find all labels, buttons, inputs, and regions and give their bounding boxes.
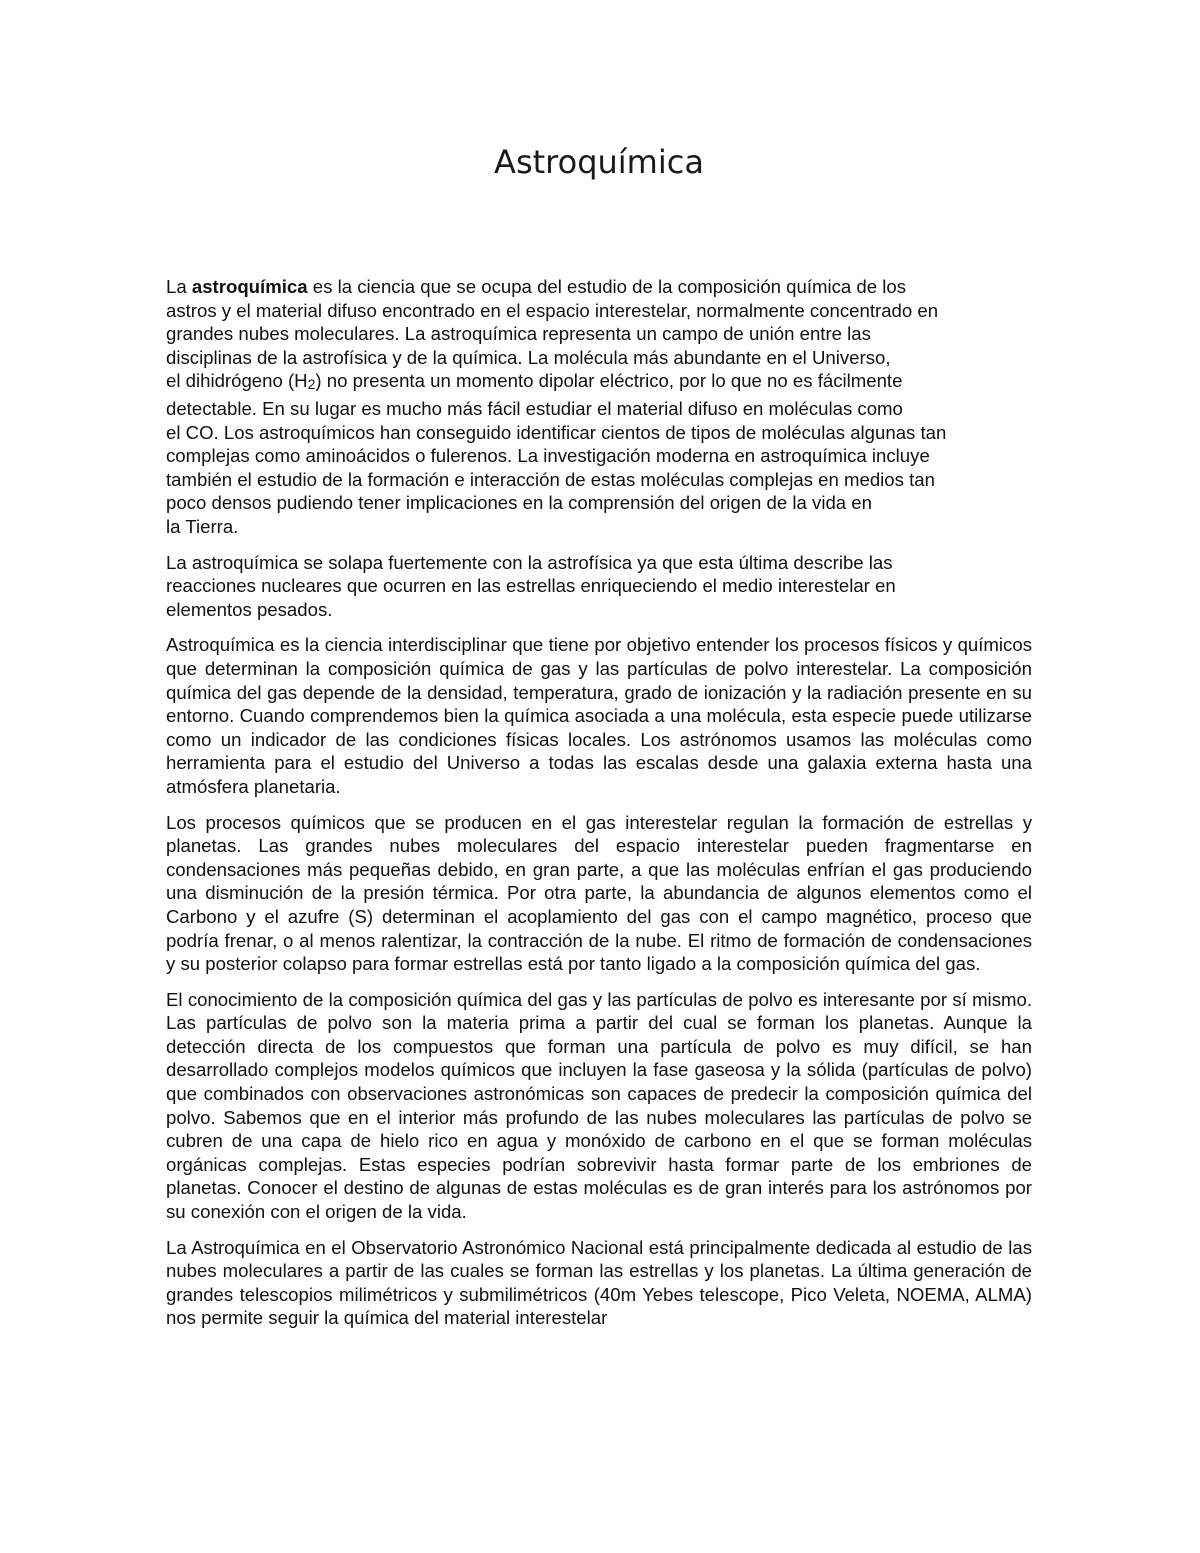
text-line: astros y el material difuso encontrado en el espacio interestelar, normalmente concentrado en xyxy=(166,299,939,321)
paragraph-observatorio: La Astroquímica en el Observatorio Astronómico Nacional está principalmente dedicada al estudio de las nubes moleculares a partir de las cuales se forman las estrellas y los planetas. La última generación de grandes telescopios milimétricos y submilimétricos (40m Yebes telescope, Pico Veleta, NOEMA, ALMA) nos permite seguir la química del material interestelar xyxy=(166,1236,1032,1329)
paragraph-procesos-quimicos: Los procesos químicos que se producen en el gas interestelar regulan la formación de estrellas y planetas. Las grandes nubes moleculares del espacio interestelar pueden fragmentarse en condensaciones más pequeñas debido, en gran parte, a que las moléculas enfrían el gas produciendo una disminución de la presión térmica. Por otra parte, la abundancia de algunos elementos como el Carbono y el azufre (S) determinan el acoplamiento del gas con el campo magnético, proceso que podría frenar, o al menos ralentizar, la contracción de la nube. El ritmo de formación de condensaciones y su posterior colapso para formar estrellas está por tanto ligado a la composición química del gas. xyxy=(166,811,1032,975)
text-line: detectable. En su lugar es mucho más fácil estudiar el material difuso en moléculas como xyxy=(166,398,903,420)
document-title: Astroquímica xyxy=(494,143,704,181)
paragraph-astrofisica xyxy=(166,551,1032,622)
text-line: también el estudio de la formación e interacción de estas moléculas complejas en medios tan xyxy=(166,468,935,490)
text-line: La astroquímica se solapa fuertemente con la astrofísica ya que esta última describe las xyxy=(166,551,893,573)
paragraph-interdisciplinar: Astroquímica es la ciencia interdisciplinar que tiene por objetivo entender los procesos físicos y químicos que determinan la composición química de gas y las partículas de polvo interestelar. La composición química del gas depende de la densidad, temperatura, grado de ionización y la radiación presente en su entorno. Cuando comprendemos bien la química asociada a una molécula, esta especie puede utilizarse como un indicador de las condiciones físicas locales. Los astrónomos usamos las moléculas como herramienta para el estudio del Universo a todas las escalas desde una galaxia externa hasta una atmósfera planetaria. xyxy=(166,634,1032,797)
text-line: elementos pesados. xyxy=(166,598,333,620)
text-line: complejas como aminoácidos o fulerenos. La investigación moderna en astroquímica incluye xyxy=(166,445,930,467)
text-line: el dihidrógeno (H xyxy=(166,370,308,392)
text-line: grandes nubes moleculares. La astroquímica representa un campo de unión entre las xyxy=(166,323,871,345)
paragraph-polvo: El conocimiento de la composición química del gas y las partículas de polvo es interesante por sí mismo. Las partículas de polvo son la materia prima a partir del cual se forman los planetas. Aunque la detección directa de los compuestos que forman una partícula de polvo es muy difícil, se han desarrollado complejos modelos químicos que incluyen la fase gaseosa y la sólida (partículas de polvo) que combinados con observaciones astronómicas son capaces de predecir la composición química del polvo. Sabemos que en el interior más profundo de las nubes moleculares las partículas de polvo se cubren de una capa de hielo rico en agua y monóxido de carbono en el que se forman moléculas orgánicas complejas. Estas especies podrían sobrevivir hasta formar parte de los embriones de planetas. Conocer el destino de algunas de estas moléculas es de gran interés para los astrónomos por su conexión con el origen de la vida. xyxy=(166,988,1032,1223)
document-body xyxy=(166,275,1032,1342)
text-line: poco densos pudiendo tener implicaciones en la comprensión del origen de la vida en xyxy=(166,492,872,514)
text-line: disciplinas de la astrofísica y de la química. La molécula más abundante en el Universo, xyxy=(166,346,891,368)
text-line: La xyxy=(166,276,192,297)
bold-term: astroquímica xyxy=(191,276,308,297)
text-line: el CO. Los astroquímicos han conseguido identificar cientos de tipos de moléculas algunas tan xyxy=(166,421,947,443)
text-line: ) no presenta un momento dipolar eléctrico, por lo que no es fácilmente xyxy=(315,370,903,392)
text-line: la Tierra. xyxy=(166,516,239,538)
text-line: es la ciencia que se ocupa del estudio de la composición química de los xyxy=(307,276,907,297)
text-line: reacciones nucleares que ocurren en las estrellas enriqueciendo el medio interestelar en xyxy=(166,575,896,597)
subscript: 2 xyxy=(307,376,316,393)
paragraph-intro xyxy=(166,275,1032,539)
